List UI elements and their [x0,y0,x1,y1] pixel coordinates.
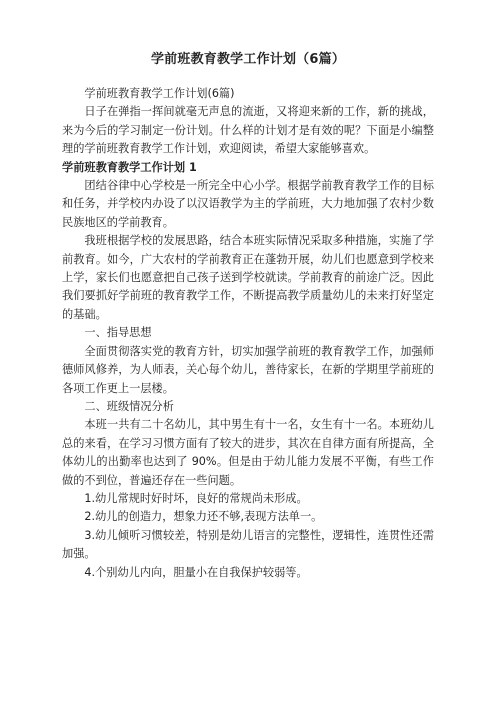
document-page [62,48,434,582]
intro-paragraph: 日子在弹指一挥间就毫无声息的流逝，又将迎来新的工作，新的挑战，来为今后的学习制定一份计划。什么样的计划才是有效的呢？下面是小编整理的学前班教育教学工作计划，欢迎阅读，希望大家能够喜欢。 [62,105,434,156]
document-title: 学前班教育教学工作计划（6篇） [150,52,346,67]
list-item: 1.幼儿常规时好时坏，良好的常规尚未形成。 [84,491,308,505]
list-item: 2.幼儿的创造力，想象力还不够,表现方法单一。 [84,510,323,524]
section-heading: 学前班教育教学工作计划 1 [62,160,197,174]
subheading-guiding-ideology: 一、指导思想 [84,326,152,340]
body-paragraph: 全面贯彻落实党的教育方针，切实加强学前班的教育教学工作，加强师德师风修养，为人师表，关心每个幼儿，善待家长，在新的学期里学前班的各项工作更上一层楼。 [62,344,434,395]
list-item: 4.个别幼儿内向，胆量小在自我保护较弱等。 [84,565,308,579]
body-paragraph: 团结谷律中心学校是一所完全中心小学。根据学前教育教学工作的目标和任务，并学校内办设了以汉语教学为主的学前班，大力地加强了农村少数民族地区的学前教育。 [62,179,434,229]
list-item: 3.幼儿倾听习惯较差，特别是幼儿语言的完整性，逻辑性，连贯性还需加强。 [62,528,434,561]
subheading-class-analysis: 二、班级情况分析 [84,399,174,413]
body-paragraph: 我班根据学校的发展思路，结合本班实际情况采取多种措施，实施了学前教育。如今，广大农村的学前教育正在蓬勃开展，幼儿们也愿意到学校来上学，家长们也愿意把自己孩子送到学校就读。学前教育的前途广泛。因此我们要抓好学前班的教育教学工作，不断提高教学质量幼儿的未来打好坚定的基础。 [62,234,434,321]
document-subtitle: 学前班教育教学工作计划(6篇) [84,87,235,100]
body-paragraph: 本班一共有二十名幼儿，其中男生有十一名，女生有十一名。本班幼儿总的来看，在学习习惯方面有了较大的进步，其次在自律方面有所提高，全体幼儿的出勤率也达到了 90%。但是由于幼儿能力发展不平衡，有些工作做的不到位，普遍还存在一些问题。 [62,418,434,487]
